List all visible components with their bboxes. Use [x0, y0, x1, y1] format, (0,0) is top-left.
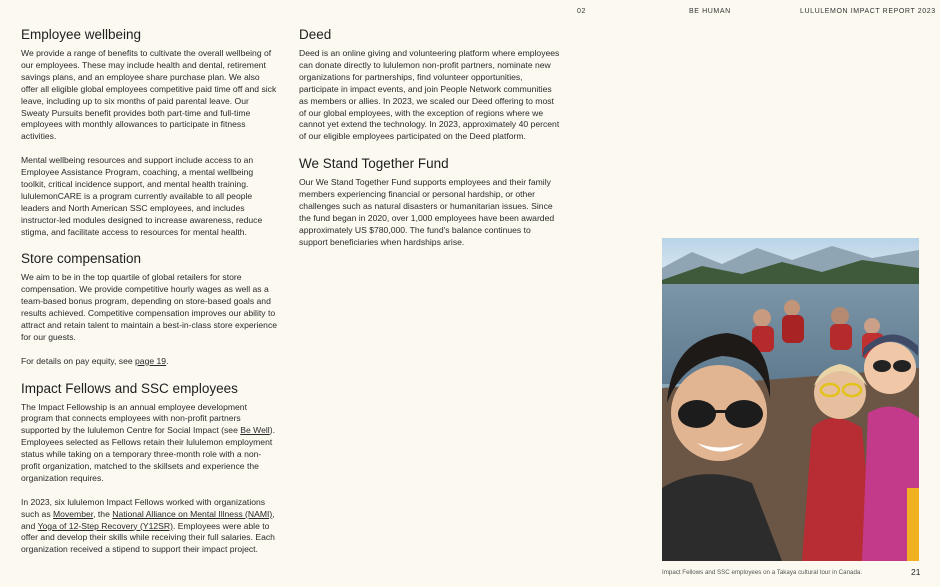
fellows-paragraph-1	[21, 402, 279, 485]
left-column	[21, 26, 279, 568]
heading-employee-wellbeing: Employee wellbeing	[21, 27, 142, 42]
wellbeing-paragraph-2: Mental wellbeing resources and support include access to an Employee Assistance Program, coaching, a mental wellbeing toolkit, critical incidence support, and mental health training. lululemonCARE is a program currently available to all people leaders and North American SSC employees, and includes instructor-led modules designed to increase awareness, reduce stigma, and facilitate access to resources for mental health.	[21, 155, 263, 237]
text: ). Employees selected as Fellows retain their lululemon employment status while taking on a temporary three-month role with a non-profit organization, matched to the skillsets and experience the organization requires.	[21, 425, 275, 483]
heading-deed: Deed	[299, 27, 332, 42]
middle-column	[299, 26, 561, 260]
text: The Impact Fellowship is an annual employee development program that connects employees with non-profit partners supported by the lululemon Centre for Social Impact (see	[21, 401, 247, 436]
link-be-well[interactable]: Be Well	[240, 425, 270, 436]
text: .	[166, 355, 169, 366]
text: . Employees were able to offer and develop their skills while receiving their full salaries. Each organization received a stipend to support their impact project.	[21, 520, 275, 555]
header-section-title: BE HUMAN	[689, 8, 731, 15]
text: , and	[21, 508, 275, 531]
header-page-section-number: 02	[577, 8, 586, 15]
photo-caption: Impact Fellows and SSC employees on a Takaya cultural tour in Canada.	[662, 569, 863, 576]
section-impact-fellows	[21, 380, 279, 557]
section-employee-wellbeing	[21, 26, 279, 238]
deed-paragraph: Deed is an online giving and volunteering platform where employees can donate directly to lululemon non-profit partners, nominate new organizations for partnerships, find volunteer opportunities, participate in impact events, and join People Network communities as members or allies. In 2023, we scaled our Deed offering to most of our global employees, with the exception of regions where we cannot yet extend the technology. In 2023, approximately 40 percent of our eligible employees participated on the Deed platform.	[299, 48, 560, 142]
section-deed	[299, 26, 561, 143]
fund-paragraph: Our We Stand Together Fund supports employees and their family members experiencing financial or personal hardship, or other challenges such as natural disasters or humanitarian issues. Since the fund began in 2020, over 1,000 employees have been awarded approximately US $780,000. The fund's balance continues to support beneficiaries when hardships arise.	[299, 177, 555, 247]
header-report-title: LULULEMON IMPACT REPORT 2023	[800, 8, 936, 15]
link-page-19[interactable]: page 19	[135, 355, 167, 366]
heading-we-stand-together-fund: We Stand Together Fund	[299, 156, 449, 172]
section-store-compensation	[21, 250, 279, 367]
link-movember[interactable]: Movember	[53, 508, 94, 519]
wellbeing-paragraph-1: We provide a range of benefits to cultivate the overall wellbeing of our employees. These may include health and dental, retirement savings plans, and an employee share purchase plan. We also offer all eligible global employees competitive paid time off and sick leave, including up to six months of paid parental leave. Our Sweaty Pursuits benefit provides both part-time and full-time employees with monthly allowances to participate in fitness activities.	[21, 48, 277, 142]
link-nami[interactable]: National Alliance on Mental Illness (NAMI)	[112, 508, 273, 519]
text: In 2023, six lululemon Impact Fellows worked with organizations such as	[21, 496, 266, 519]
text: For details on pay equity, see	[21, 355, 136, 366]
photo-illustration	[662, 238, 919, 561]
fellows-paragraph-2	[21, 497, 279, 557]
link-y12sr[interactable]: Yoga of 12-Step Recovery (Y12SR)	[37, 520, 173, 531]
text: , the	[93, 508, 113, 519]
section-we-stand-together-fund	[299, 155, 561, 248]
heading-store-compensation: Store compensation	[21, 251, 142, 267]
compensation-paragraph-1: We aim to be in the top quartile of global retailers for store compensation. We provide competitive hourly wages as well as a team-based bonus program, depending on store-based goals and results achieved. Competitive compensation improves our ability to attract and retain talent to maintain a best-in-class store experience for our guests.	[21, 272, 278, 342]
photo-employees-boat-tour	[662, 238, 919, 561]
compensation-paragraph-2	[21, 356, 279, 368]
page-number: 21	[911, 567, 921, 577]
heading-impact-fellows: Impact Fellows and SSC employees	[21, 380, 238, 396]
